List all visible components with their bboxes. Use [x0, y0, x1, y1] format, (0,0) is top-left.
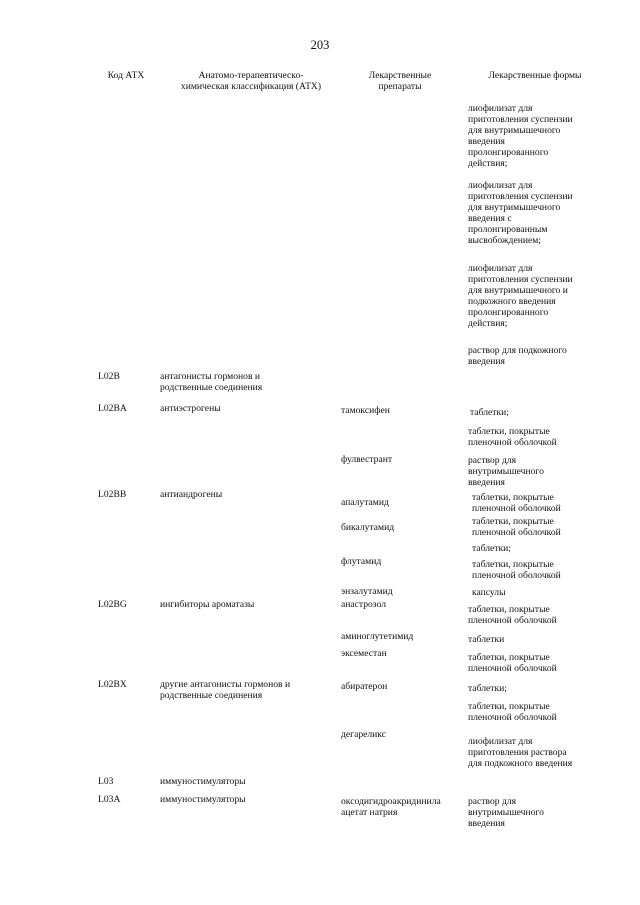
header-atc-code: Код АТХ [107, 70, 145, 81]
atc-code-cell: L02BG [98, 599, 127, 610]
header-drugs: Лекарственные препараты [368, 70, 432, 92]
dosage-form-cell: раствор для внутримышечного введения [468, 796, 544, 829]
dosage-form-cell: таблетки, покрытые пленочной оболочкой [468, 426, 557, 448]
dosage-form-cell: раствор для подкожного введения [468, 345, 567, 367]
atc-code-cell: L02B [98, 371, 120, 382]
atc-code-cell: L03 [98, 776, 114, 787]
classification-cell: антиандрогены [160, 489, 223, 500]
drug-name-cell: дегареликс [341, 729, 386, 740]
drug-name-cell: бикалутамид [341, 522, 395, 533]
classification-cell: иммуностимуляторы [160, 794, 246, 805]
atc-code-cell: L02BX [98, 679, 127, 690]
dosage-form-cell: лиофилизат для приготовления раствора для подкожного введения [468, 736, 573, 769]
atc-code-cell: L02BB [98, 489, 127, 500]
dosage-form-cell: таблетки, покрытые пленочной оболочкой [472, 492, 561, 514]
drug-name-cell: эксеместан [341, 648, 387, 659]
dosage-form-cell: лиофилизат для приготовления суспензии для внутримышечного введения с пролонгированным высвобождением; [468, 180, 573, 246]
dosage-form-cell: таблетки, покрытые пленочной оболочкой [472, 516, 561, 538]
drug-name-cell: фулвестрант [341, 454, 393, 465]
page-number: 203 [310, 38, 330, 52]
header-atc-classification: Анатомо-терапевтическо- химическая классификация (АТХ) [180, 70, 322, 92]
dosage-form-cell: таблетки; [470, 407, 509, 418]
classification-cell: иммуностимуляторы [160, 776, 246, 787]
dosage-form-cell: таблетки, покрытые пленочной оболочкой [472, 559, 561, 581]
dosage-form-cell: таблетки; [472, 543, 511, 554]
dosage-form-cell: лиофилизат для приготовления суспензии для внутримышечного введения пролонгированного действия; [468, 103, 573, 169]
dosage-form-cell: раствор для внутримышечного введения [468, 455, 544, 488]
classification-cell: другие антагонисты гормонов и родственные соединения [160, 679, 291, 701]
drug-name-cell: анастрозол [341, 599, 387, 610]
drug-name-cell: абиратерон [341, 681, 388, 692]
header-dosage-forms: Лекарственные формы [488, 70, 582, 81]
dosage-form-cell: таблетки, покрытые пленочной оболочкой [468, 652, 557, 674]
atc-code-cell: L02BA [98, 403, 127, 414]
dosage-form-cell: таблетки [468, 634, 505, 645]
drug-name-cell: апалутамид [341, 497, 389, 508]
drug-name-cell: энзалутамид [341, 586, 393, 597]
dosage-form-cell: таблетки, покрытые пленочной оболочкой [468, 604, 557, 626]
drug-name-cell: флутамид [341, 556, 382, 567]
drug-name-cell: оксодигидроакридинила ацетат натрия [341, 796, 441, 818]
dosage-form-cell: лиофилизат для приготовления суспензии для внутримышечного и подкожного введения пролонгированного действия; [468, 263, 573, 329]
drug-name-cell: тамоксифен [341, 405, 390, 416]
dosage-form-cell: таблетки, покрытые пленочной оболочкой [468, 701, 557, 723]
dosage-form-cell: капсулы [472, 587, 506, 598]
drug-name-cell: аминоглутетимид [341, 631, 414, 642]
atc-code-cell: L03A [98, 794, 121, 805]
classification-cell: ингибиторы ароматазы [160, 599, 255, 610]
classification-cell: антагонисты гормонов и родственные соединения [160, 371, 263, 393]
dosage-form-cell: таблетки; [468, 683, 507, 694]
classification-cell: антиэстрогены [160, 403, 221, 414]
